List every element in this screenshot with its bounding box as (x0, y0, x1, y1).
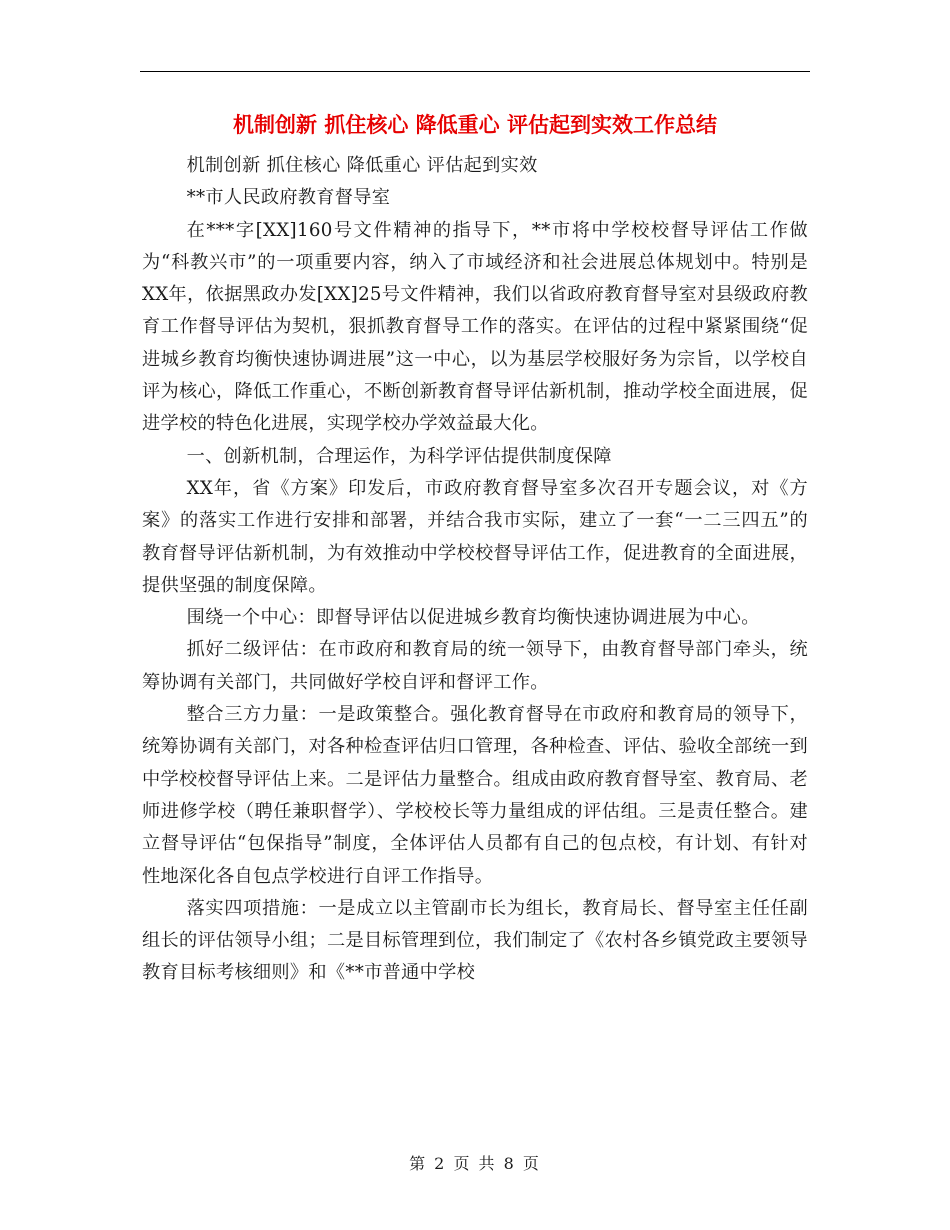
section-heading-1: 一、创新机制，合理运作，为科学评估提供制度保障 (186, 445, 612, 467)
paragraph-mechanism: XX年，省《方案》印发后，市政府教育督导室多次召开专题会议，对《方案》的落实工作进行安排和部署，并结合我市实际，建立了一套“一二三四五”的教育督导评估新机制，为有效推动中学校校督导评估工作，促进教育的全面进展，提供坚强的制度保障。 (142, 477, 808, 596)
page-number-footer: 第 2 页 共 8 页 (409, 1154, 541, 1173)
paragraph-intro: 在***字[XX]160号文件精神的指导下，**市将中学校校督导评估工作做为“科教兴市”的一项重要内容，纳入了市域经济和社会进展总体规划中。特别是XX年，依据黑政办发[XX]25号文件精神，我们以省政府教育督导室对县级政府教育工作督导评估为契机，狠抓教育督导工作的落实。在评估的过程中紧紧围绕“促进城乡教育均衡快速协调进展”这一中心，以为基层学校服好务为宗旨，以学校自评为核心，降低工作重心，不断创新教育督导评估新机制，推动学校全面进展，促进学校的特色化进展，实现学校办学效益最大化。 (142, 219, 808, 435)
paragraph-four-measures: 落实四项措施：一是成立以主管副市长为组长，教育局长、督导室主任任副组长的评估领导小组；二是目标管理到位，我们制定了《农村各乡镇党政主要领导教育目标考核细则》和《**市普通中学校 (142, 897, 808, 984)
paragraph-two-level: 抓好二级评估：在市政府和教育局的统一领导下，由教育督导部门牵头，统筹协调有关部门，共同做好学校自评和督评工作。 (142, 639, 808, 693)
document-title: 机制创新 抓住核心 降低重心 评估起到实效工作总结 (233, 113, 717, 137)
document-author: **市人民政府教育督导室 (186, 187, 391, 209)
paragraph-three-forces: 整合三方力量：一是政策整合。强化教育督导在市政府和教育局的领导下，统筹协调有关部门，对各种检查评估归口管理，各种检查、评估、验收全部统一到中学校校督导评估上来。二是评估力量整合。组成由政府教育督导室、教育局、老师进修学校（聘任兼职督学）、学校校长等力量组成的评估组。三是责任整合。建立督导评估“包保指导”制度，全体评估人员都有自己的包点校，有计划、有针对性地深化各自包点学校进行自评工作指导。 (142, 704, 808, 887)
header-rule (140, 71, 810, 72)
document-subtitle: 机制创新 抓住核心 降低重心 评估起到实效 (186, 155, 538, 176)
paragraph-one-center: 围绕一个中心：即督导评估以促进城乡教育均衡快速协调进展为中心。 (186, 607, 760, 629)
document-body (142, 150, 808, 990)
